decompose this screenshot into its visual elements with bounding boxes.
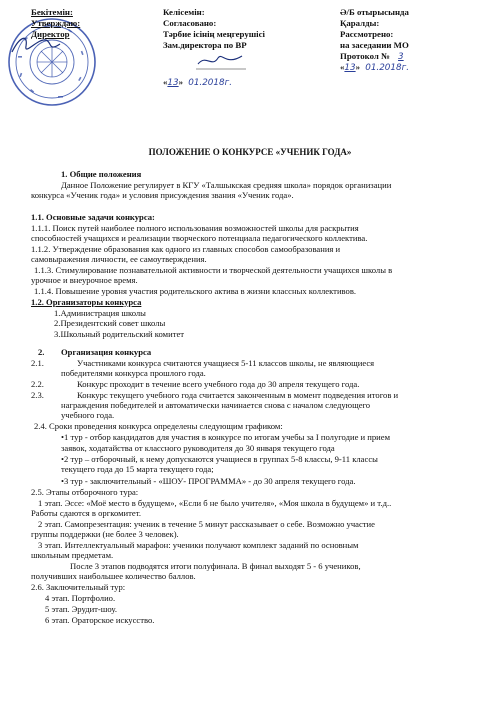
date-open: « (163, 77, 168, 87)
bullet-line: текущего года до 15 марта текущего года; (61, 464, 214, 474)
paragraph-line: награждения победителей и автоматически начинается снова с началом следующего (61, 400, 371, 410)
paragraph-line: 1.1.2. Утверждение образования как одного из главных способов самообразования и (31, 244, 341, 254)
mo-kz-1: Ә/Б отырысында (340, 7, 409, 17)
director-label: Директор (31, 29, 70, 39)
paragraph-line: Конкурс текущего учебного года считается законченным в момент подведения итогов и (77, 390, 399, 400)
date-open-2: « (340, 62, 345, 72)
item-number: 2.1. (31, 358, 44, 368)
list-item: 3.Школьный родительский комитет (54, 329, 185, 339)
deputy-kz: Тәрбие ісінің меңгерушісі (163, 29, 265, 39)
date-year-hand: 01.2018г. (188, 78, 233, 88)
list-item: 2.Президентский совет школы (54, 318, 166, 328)
agree-kz: Келісемін: (163, 7, 205, 17)
agree-ru: Согласовано: (163, 18, 217, 28)
paragraph-line: 1.1.1. Поиск путей наиболее полного использования возможностей школы для раскрытия (31, 223, 359, 233)
paragraph-line: Участниками конкурса считаются учащиеся 5-11 классов школы, не являющиеся (77, 358, 375, 368)
paragraph-line: самовыражения личности, ее самоутверждения. (31, 254, 207, 264)
date-deputy (163, 77, 232, 89)
list-item: 5 этап. Эрудит-шоу. (45, 604, 117, 614)
date-close-2: » (355, 62, 361, 72)
bullet-line: •3 тур - заключительный - «ШОУ- ПРОГРАММА» - до 30 апреля текущего года. (61, 476, 356, 486)
section-1-1-heading: 1.1. Основные задачи конкурса: (31, 212, 155, 222)
item-number: 2.3. (31, 390, 44, 400)
paragraph-line: 3 этап. Интеллектуальный марафон: ученики получают комплект заданий по основным (38, 540, 359, 550)
date-year-hand-2: 01.2018г. (365, 63, 410, 73)
bullet-line: •2 тур – отборочный, к нему допускаются учащиеся в группах 5-8 классы, 9-11 классы (61, 454, 378, 464)
deputy-signature (196, 50, 246, 72)
paragraph-line: школьным предметам. (31, 550, 114, 560)
paragraph-line: После 3 этапов подводятся итоги полуфинала. В финал выходят 5 - 6 учеников, (70, 561, 361, 571)
paragraph-line: 1.1.4. Повышение уровня участия родительского актива в жизни классных коллективов. (34, 286, 357, 296)
date-mo (340, 62, 409, 74)
mo-kz-2: Қаралды: (340, 18, 380, 28)
paragraph-line: победителями конкурса прошлого года. (61, 368, 206, 378)
section-1-2-heading: 1.2. Организаторы конкурса (31, 297, 142, 307)
mo-ru-2: на заседании МО (340, 40, 409, 50)
list-item: 1.Администрация школы (54, 308, 146, 318)
approve-ru: Утверждаю: (31, 18, 81, 28)
date-close: » (178, 77, 184, 87)
mo-ru-1: Рассмотрено: (340, 29, 394, 39)
paragraph-line: способностей учащихся и реализации творческого потенциала педагогического коллектива. (31, 233, 368, 243)
paragraph-line: 2.5. Этапы отборочного тура: (31, 487, 139, 497)
paragraph-line: урочное и внеурочное время. (31, 275, 138, 285)
paragraph-line: 2.6. Заключительный тур: (31, 582, 126, 592)
paragraph-line: учебного года. (61, 410, 115, 420)
date-day-hand: 13 (167, 78, 179, 88)
bullet-line: •1 тур - отбор кандидатов для участия в конкурсе по итогам учебы за I полугодие и прием (61, 432, 391, 442)
section-1-heading: 1. Общие положения (61, 169, 142, 179)
paragraph-line: получивших наибольшее количество баллов. (31, 571, 196, 581)
paragraph-line: 1 этап. Эссе: «Моё место в будущем», «Если б не было учителя», «Моя школа в будущем» и т.д.. (38, 498, 392, 508)
deputy-ru: Зам.директора по ВР (163, 40, 247, 50)
date-day-hand-2: 13 (344, 63, 356, 73)
paragraph-line: 2 этап. Самопрезентация: ученик в течение 5 минут рассказывает о себе. Возможно участие (38, 519, 375, 529)
approve-kz: Бекітемін: (31, 7, 73, 17)
bullet-line: заявок, ходатайства от классного руководителя до 30 января текущего года (61, 443, 335, 453)
section-2-heading: Организация конкурса (61, 347, 152, 357)
paragraph-line: Конкурс проходит в течение всего учебного года до 30 апреля текущего года. (77, 379, 360, 389)
document-title: ПОЛОЖЕНИЕ О КОНКУРСЕ «УЧЕНИК ГОДА» (148, 147, 352, 157)
paragraph-line: группы поддержки (не более 3 человек). (31, 529, 179, 539)
item-number: 2.2. (31, 379, 44, 389)
paragraph-line: 1.1.3. Стимулирование познавательной активности и творческой деятельности учащихся школы в (34, 265, 393, 275)
paragraph-line: Данное Положение регулирует в КГУ «Талшыкская средняя школа» порядок организации (61, 180, 392, 190)
protocol-number-hand: 3 (398, 52, 404, 62)
paragraph-line: конкурса «Ученик года» и условия присуждения звания «Ученик года». (31, 190, 294, 200)
section-2-number: 2. (38, 347, 45, 357)
protocol-label (340, 51, 404, 63)
list-item: 6 этап. Ораторское искусство. (45, 615, 155, 625)
protocol-text: Протокол № (340, 51, 390, 61)
paragraph-line: Работы сдаются в оргкомитет. (31, 508, 141, 518)
paragraph-line: 2.4. Сроки проведения конкурса определены следующим графиком: (34, 421, 283, 431)
list-item: 4 этап. Портфолио. (45, 593, 116, 603)
